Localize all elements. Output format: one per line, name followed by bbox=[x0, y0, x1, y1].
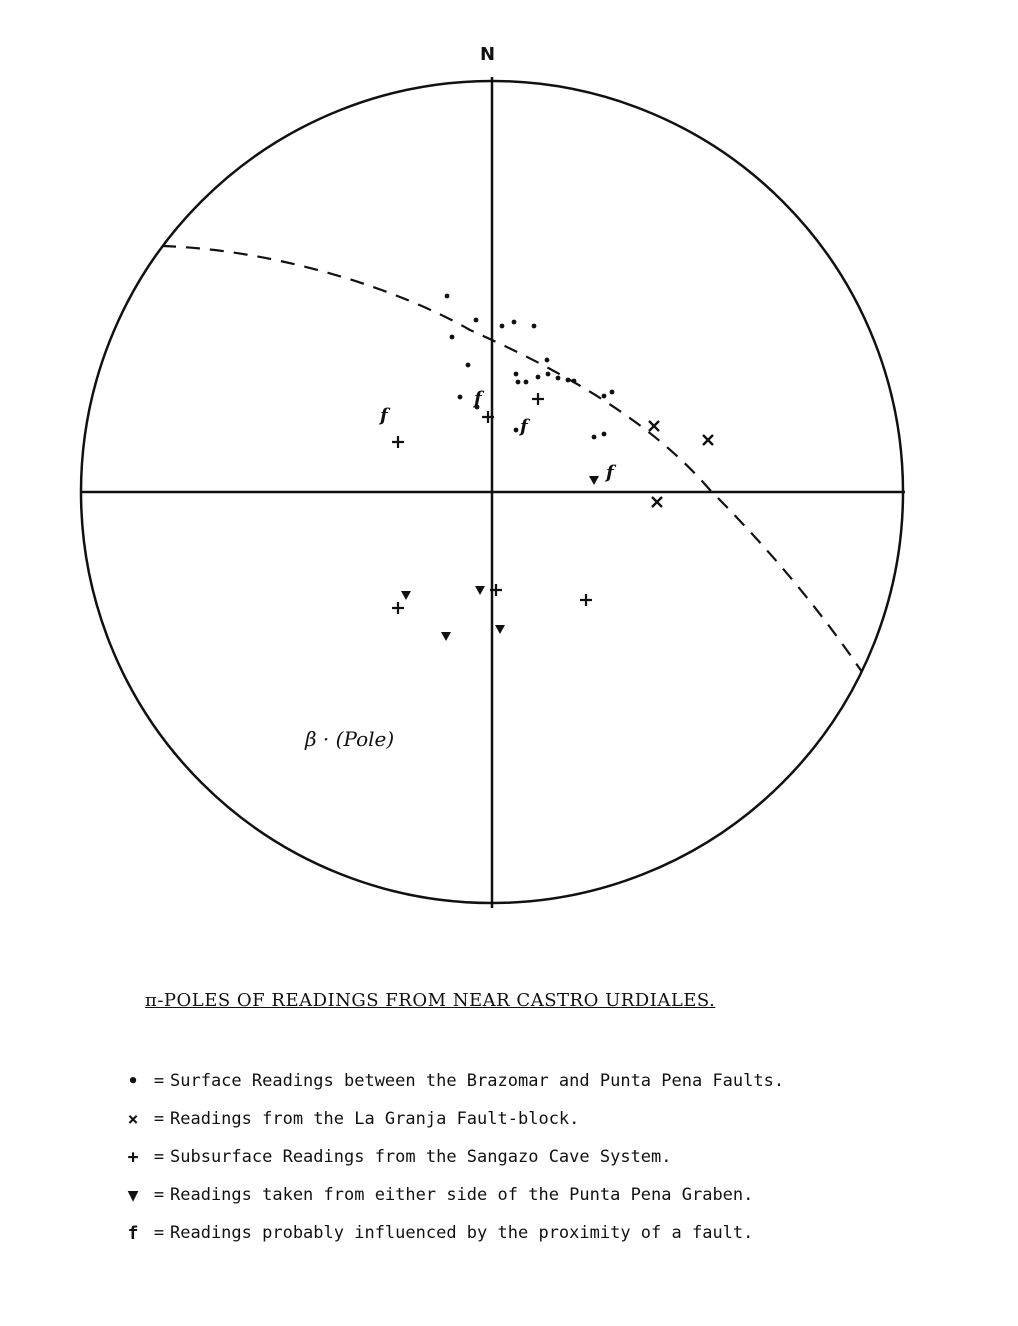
pole-graben-triangle bbox=[441, 632, 451, 641]
pole-surface-dot bbox=[572, 379, 577, 384]
pole-surface-dot bbox=[602, 394, 607, 399]
legend-item-la-granja: × = Readings from the La Granja Fault-block. bbox=[118, 1100, 784, 1138]
pole-surface-dot bbox=[474, 318, 479, 323]
pole-surface-dot bbox=[516, 380, 521, 385]
great-circle-dashed bbox=[162, 246, 862, 672]
pole-surface-dot bbox=[445, 294, 450, 299]
legend-text: Surface Readings between the Brazomar and Punta Pena Faults. bbox=[170, 1071, 785, 1091]
legend bbox=[118, 1062, 784, 1252]
beta-pole-label: β · (Pole) bbox=[305, 727, 395, 751]
pole-cave-plus bbox=[532, 393, 544, 405]
pole-surface-dot bbox=[512, 320, 517, 325]
pole-graben-triangle bbox=[401, 591, 411, 600]
pole-surface-dot bbox=[450, 335, 455, 340]
figure-title: π-POLES OF READINGS FROM NEAR CASTRO URDIALES. bbox=[145, 990, 716, 1011]
pole-surface-dot bbox=[546, 372, 551, 377]
pole-fault-f: f bbox=[606, 462, 614, 483]
pole-surface-dot bbox=[466, 363, 471, 368]
legend-item-cave: + = Subsurface Readings from the Sangazo Cave System. bbox=[118, 1138, 784, 1176]
cross-symbol: × bbox=[127, 1108, 139, 1130]
legend-item-fault: f = Readings probably influenced by the proximity of a fault. bbox=[118, 1214, 784, 1252]
pole-la-granja-cross bbox=[649, 421, 659, 431]
pole-graben-triangle bbox=[475, 586, 485, 595]
legend-text: Readings from the La Granja Fault-block. bbox=[170, 1109, 580, 1129]
legend-text: Readings probably influenced by the proximity of a fault. bbox=[170, 1223, 754, 1243]
pole-graben-triangle bbox=[495, 625, 505, 634]
pole-surface-dot bbox=[602, 432, 607, 437]
pole-cave-plus bbox=[392, 602, 404, 614]
pole-surface-dot bbox=[610, 390, 615, 395]
legend-item-surface: • = Surface Readings between the Brazomar and Punta Pena Faults. bbox=[118, 1062, 784, 1100]
pole-surface-dot bbox=[514, 428, 519, 433]
pole-fault-f: f bbox=[380, 405, 388, 426]
pole-surface-dot bbox=[556, 376, 561, 381]
plus-symbol: + bbox=[127, 1146, 139, 1168]
pole-surface-dot bbox=[592, 435, 597, 440]
legend-text: Readings taken from either side of the Punta Pena Graben. bbox=[170, 1185, 754, 1205]
pole-surface-dot bbox=[545, 358, 550, 363]
pole-surface-dot bbox=[536, 375, 541, 380]
pole-layer bbox=[378, 294, 713, 641]
pole-cave-plus bbox=[580, 594, 592, 606]
pole-la-granja-cross bbox=[703, 435, 713, 445]
pole-surface-dot bbox=[500, 324, 505, 329]
pole-surface-dot bbox=[532, 324, 537, 329]
triangle-symbol: ▼ bbox=[127, 1184, 139, 1206]
pole-surface-dot bbox=[458, 395, 463, 400]
pole-surface-dot bbox=[514, 372, 519, 377]
fault-f-symbol: f bbox=[127, 1222, 139, 1244]
pole-cave-plus bbox=[392, 436, 404, 448]
pole-la-granja-cross bbox=[652, 497, 662, 507]
pole-graben-triangle bbox=[589, 476, 599, 485]
pole-surface-dot bbox=[524, 380, 529, 385]
dot-symbol: • bbox=[127, 1070, 139, 1092]
legend-item-graben: ▼ = Readings taken from either side of the Punta Pena Graben. bbox=[118, 1176, 784, 1214]
legend-text: Subsurface Readings from the Sangazo Cave System. bbox=[170, 1147, 672, 1167]
pole-fault-f: f bbox=[520, 416, 528, 437]
pole-fault-f: f bbox=[474, 388, 482, 409]
north-label: N bbox=[480, 44, 496, 65]
pole-surface-dot bbox=[566, 378, 571, 383]
